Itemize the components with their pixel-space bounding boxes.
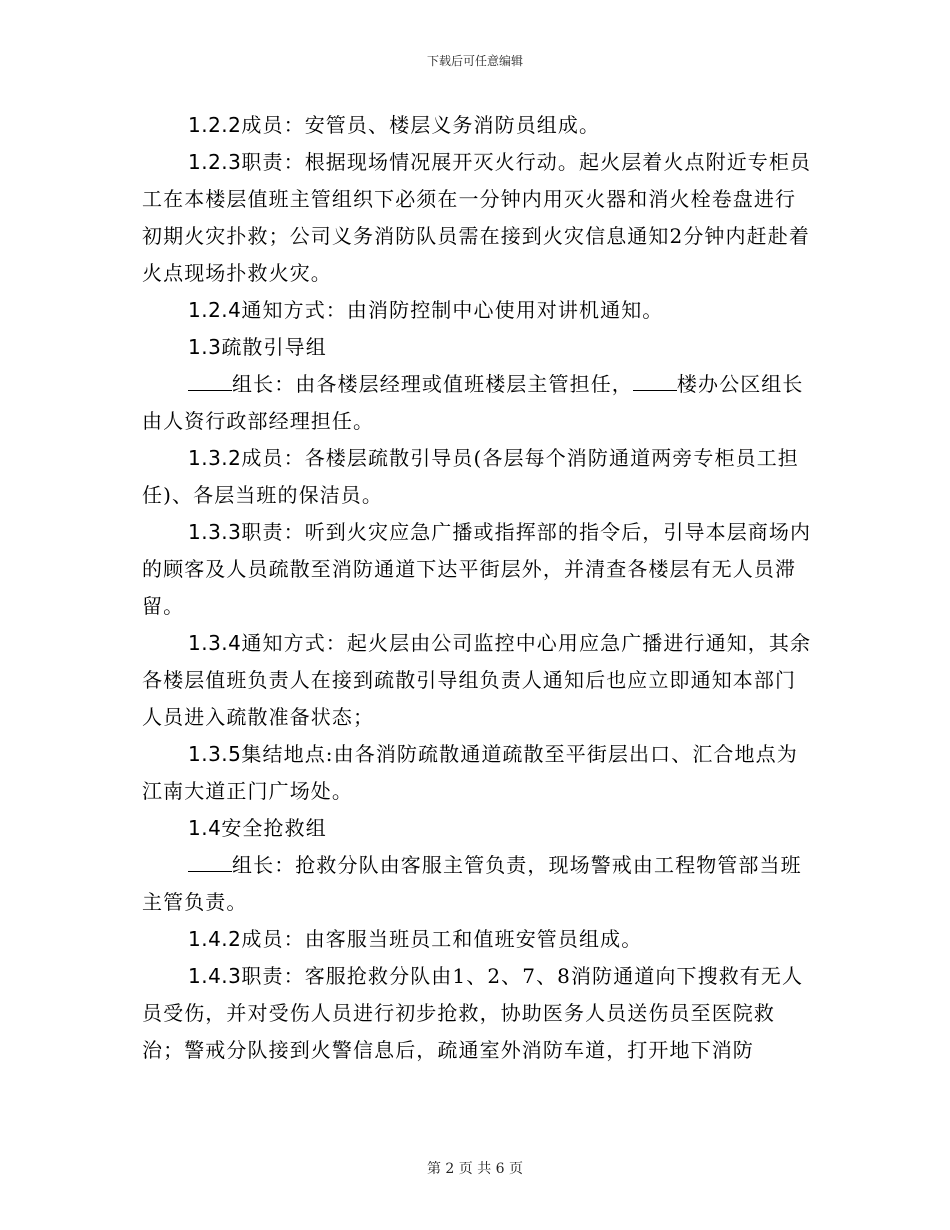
- blank-underline: [633, 372, 677, 391]
- header-note: 下载后可任意编辑: [426, 54, 523, 68]
- section-number: 1.4.3: [188, 964, 242, 988]
- section-number: 1.4.2: [188, 927, 242, 951]
- paragraph-text: 成员：由客服当班员工和值班安管员组成。: [241, 927, 643, 951]
- heading-1-4: [142, 810, 812, 847]
- paragraph-1-2-3: [142, 144, 812, 292]
- paragraph-text: 职责：客服抢救分队由1、2、7、8消防通道向下搜救有无人员受伤，并对受伤人员进行初步抢救，协助医务人员送伤员至医院救治；警戒分队接到火警信息后，疏通室外消防车道，打开地下消防: [142, 964, 804, 1062]
- paragraph-1-2-4: [142, 292, 812, 329]
- paragraph-1-4-3: [142, 958, 812, 1069]
- paragraph-1-3-5: [142, 736, 812, 810]
- section-number: 1.2.2: [188, 113, 242, 137]
- section-number: 1.3.5: [188, 742, 242, 766]
- section-number: 1.3: [188, 335, 222, 359]
- page-footer: 第 2 页 共 6 页: [426, 1161, 524, 1177]
- paragraph-text: 组长：抢救分队由客服主管负责，现场警戒由工程物管部当班主管负责。: [142, 853, 802, 914]
- paragraph-text: 集结地点:由各消防疏散通道疏散至平街层出口、汇合地点为江南大道正门广场处。: [142, 742, 798, 803]
- paragraph-1-4-2: [142, 921, 812, 958]
- section-number: 1.3.3: [188, 520, 242, 544]
- section-number: 1.2.3: [188, 150, 242, 174]
- paragraph-1-4-1: [142, 847, 812, 921]
- section-number: 1.4: [188, 816, 222, 840]
- section-number: 1.2.4: [188, 298, 242, 322]
- paragraph-text: 职责：听到火灾应急广播或指挥部的指令后，引导本层商场内的顾客及人员疏散至消防通道下达平街层外，并清查各楼层有无人员滞留。: [142, 520, 812, 618]
- paragraph-text: 成员：各楼层疏散引导员(各层每个消防通道两旁专柜员工担任)、各层当班的保洁员。: [142, 446, 799, 507]
- blank-underline: [188, 372, 232, 391]
- section-heading: 安全抢救组: [221, 816, 327, 840]
- paragraph-1-2-2: [142, 107, 812, 144]
- paragraph-text: 楼办公区组长由人资行政部经理担任。: [142, 372, 804, 433]
- document-body: [142, 107, 812, 1069]
- paragraph-1-3-3: [142, 514, 812, 625]
- paragraph-text: 成员：安管员、楼层义务消防员组成。: [241, 113, 601, 137]
- blank-underline: [188, 853, 232, 872]
- paragraph-text: 通知方式：由消防控制中心使用对讲机通知。: [241, 298, 664, 322]
- paragraph-1-3-4: [142, 625, 812, 736]
- paragraph-text: 通知方式：起火层由公司监控中心用应急广播进行通知，其余各楼层值班负责人在接到疏散引导组负责人通知后也应立即通知本部门人员进入疏散准备状态；: [142, 631, 812, 729]
- paragraph-text: 组长：由各楼层经理或值班楼层主管担任，: [232, 372, 633, 396]
- paragraph-1-3-2: [142, 440, 812, 514]
- paragraph-text: 职责：根据现场情况展开灭火行动。起火层着火点附近专柜员工在本楼层值班主管组织下必须在一分钟内用灭火器和消火栓卷盘进行初期火灾扑救；公司义务消防队员需在接到火灾信息通知2分钟内赶赴着火点现场扑救火灾。: [142, 150, 812, 285]
- section-heading: 疏散引导组: [221, 335, 327, 359]
- paragraph-1-3-1: [142, 366, 812, 440]
- heading-1-3: [142, 329, 812, 366]
- section-number: 1.3.2: [188, 446, 242, 470]
- section-number: 1.3.4: [188, 631, 242, 655]
